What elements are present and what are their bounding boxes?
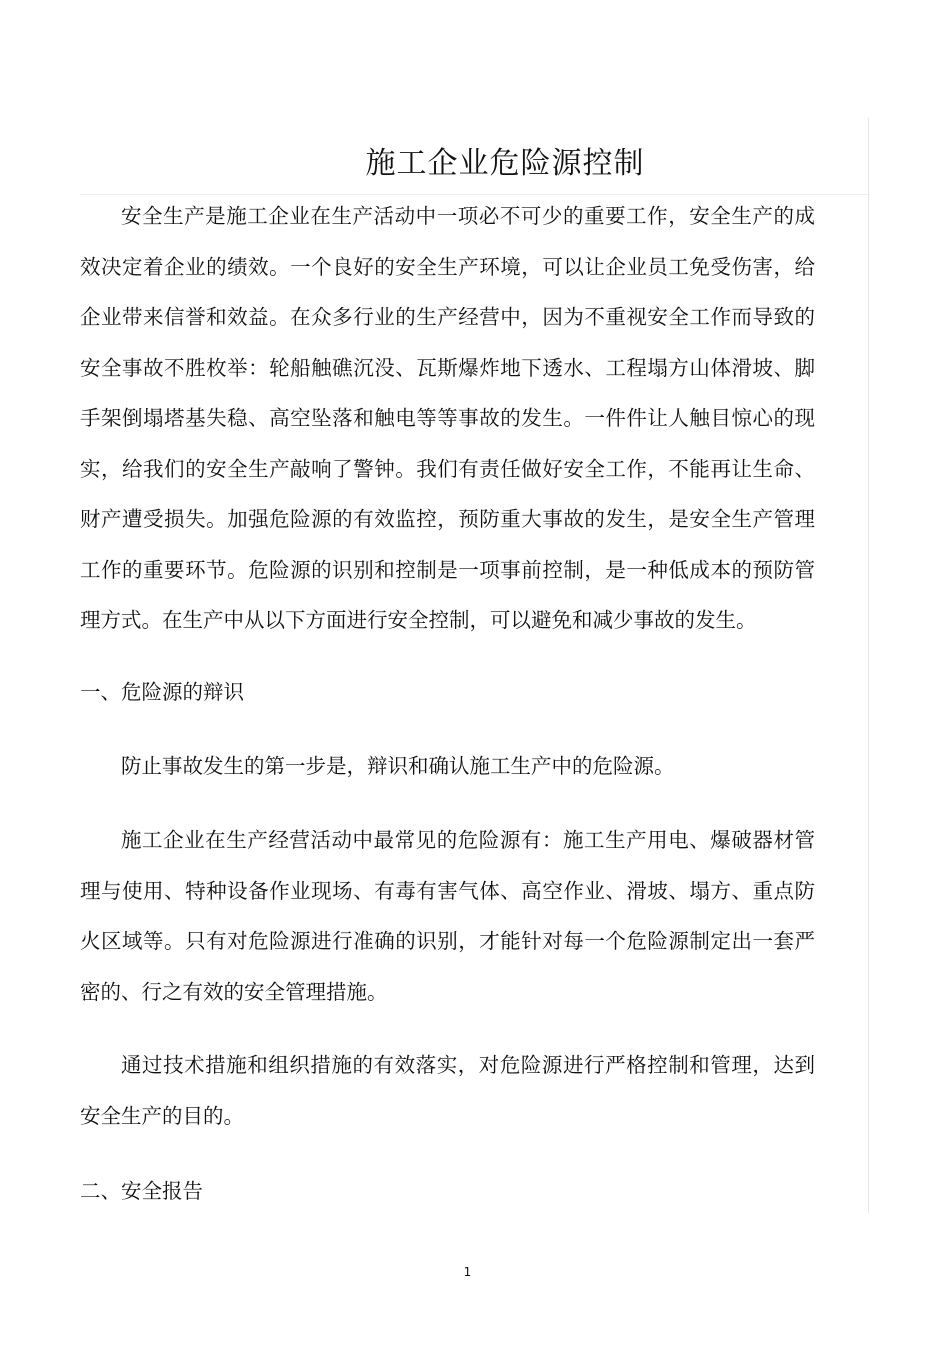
page-number: 1 xyxy=(463,1265,472,1279)
section-heading-hazard-identification: 一、危险源的辩识 xyxy=(80,680,244,704)
section1-paragraph-1: 防止事故发生的第一步是，辩识和确认施工生产中的危险源。 xyxy=(121,754,675,778)
page-edge-rule xyxy=(868,118,869,1213)
section1-paragraph-3: 通过技术措施和组织措施的有效落实，对危险源进行严格控制和管理，达到安全生产的目的。 xyxy=(80,1053,815,1128)
section1-paragraph-2: 施工企业在生产经营活动中最常见的危险源有：施工生产用电、爆破器材管理与使用、特种设备作业现场、有毒有害气体、高空作业、滑坡、塌方、重点防火区域等。只有对危险源进行准确的识别，才能针对每一个危险源制定出一套严密的、行之有效的安全管理措施。 xyxy=(80,828,815,1004)
intro-paragraph: 安全生产是施工企业在生产活动中一项必不可少的重要工作，安全生产的成效决定着企业的绩效。一个良好的安全生产环境，可以让企业员工免受伤害，给企业带来信誉和效益。在众多行业的生产经营中，因为不重视安全工作而导致的安全事故不胜枚举：轮船触礁沉没、瓦斯爆炸地下透水、工程塌方山体滑坡、脚手架倒塌塔基失稳、高空坠落和触电等等事故的发生。一件件让人触目惊心的现实，给我们的安全生产敲响了警钟。我们有责任做好安全工作，不能再让生命、财产遭受损失。加强危险源的有效监控，预防重大事故的发生，是安全生产管理工作的重要环节。危险源的识别和控制是一项事前控制，是一种低成本的预防管理方式。在生产中从以下方面进行安全控制，可以避免和减少事故的发生。 xyxy=(80,204,815,632)
document-title: 施工企业危险源控制 xyxy=(365,146,645,182)
section-heading-safety-report: 二、安全报告 xyxy=(80,1179,203,1203)
